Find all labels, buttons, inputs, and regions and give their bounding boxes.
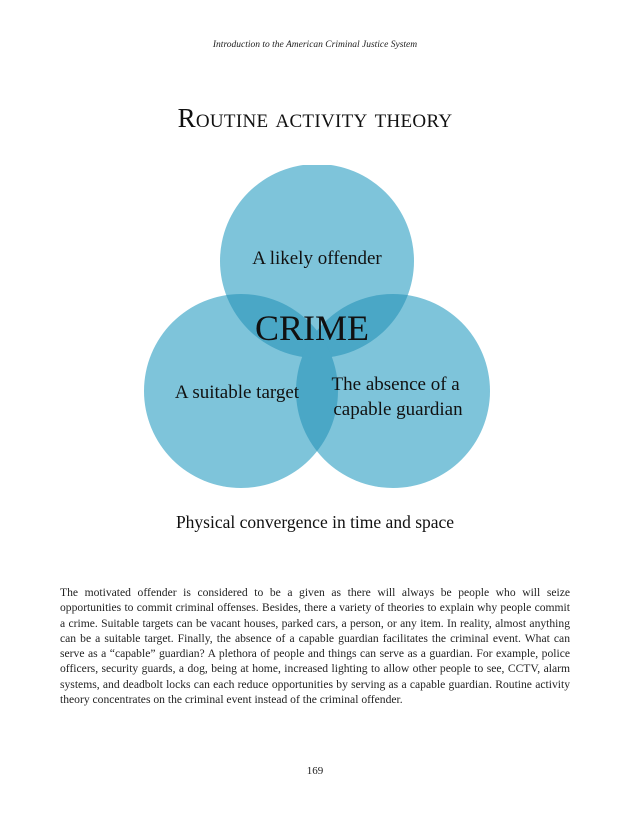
page-title: Routine activity theory: [177, 103, 453, 133]
label-likely-offender: A likely offender: [252, 248, 382, 269]
label-capable-guardian: The absence of a capable guardian: [331, 374, 463, 420]
venn-diagram: [140, 165, 495, 495]
label-suitable-target: A suitable target: [174, 382, 300, 403]
diagram-caption: Physical convergence in time and space: [175, 512, 455, 532]
center-label-crime: CRIME: [254, 308, 370, 348]
body-paragraph: The motivated offender is considered to be a given as there will always be people who will seize opportunities to commit criminal offenses. Besides, there a variety of theories to explain why people commit a crime. Suitable targets can be vacant houses, parked cars, a person, or any item. In reality, almost anything can be a suitable target. Finally, the absence of a capable guardian facilitates the criminal event. What can serve as a “capable” guardian? A plethora of people and things can serve as a guardian. For example, police officers, security guards, a dog, being at home, increased lighting to allow other people to see, CCTV, alarm systems, and deadbolt locks can each reduce opportunities by serving as a capable guardian. Routine activity theory concentrates on the criminal event instead of the criminal offender.: [60, 586, 570, 707]
running-header: Introduction to the American Criminal Justice System: [212, 40, 418, 50]
page-number: 169: [306, 765, 324, 777]
